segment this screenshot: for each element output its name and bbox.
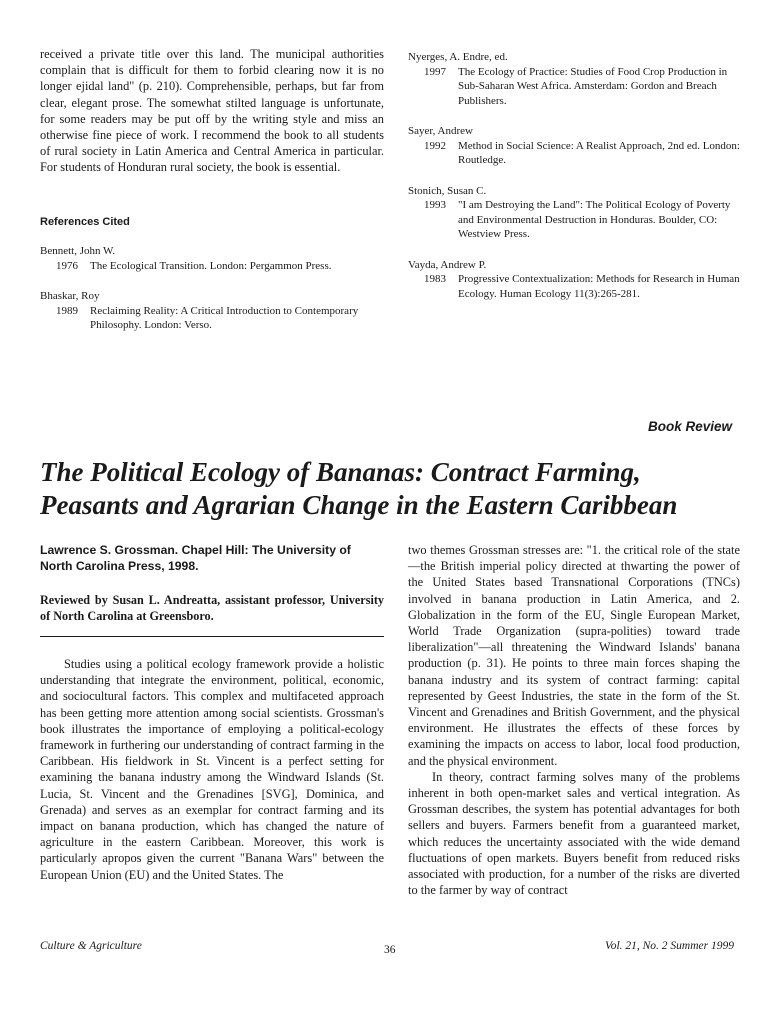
reference-title: The Ecology of Practice: Studies of Food Crop Production in Sub-Saharan West Africa. Amsterdam: Gordon and Breach Publishers. xyxy=(458,65,728,107)
section-label: Book Review xyxy=(647,419,732,434)
reference-author: Sayer, Andrew xyxy=(408,125,473,137)
reference-title: Reclaiming Reality: A Critical Introduction to Contemporary Philosophy. London: Verso. xyxy=(90,304,359,331)
reviewer-credit: Reviewed by Susan L. Andreatta, assistant professor, University of North Carolina at Greensboro. xyxy=(40,593,384,623)
reference-year: 1997 xyxy=(424,65,446,78)
reference-author: Bhaskar, Roy xyxy=(40,290,100,302)
reference-item xyxy=(408,124,740,168)
reference-author: Bennett, John W. xyxy=(40,245,116,257)
paragraph: two themes Grossman stresses are: "1. the critical role of the state—the British imperial policy directed at thwarting the power of the United States based Transnational Corporations (TNCs) involved in banana production in Latin America, and 2. Globalization in the form of the EU, Single European Market, World Trade Organization (supra-polities) toward trade liberalization"—all threatening the Windward Islands' banana production (p. 31). He points to three main forces shaping the banana industry and its system of contract farming: capital represented by Geest Industries, the state in the form of the St. Vincent and Grenadines and British Government, and the physical environment. He illustrates the effects of these forces by examining the impacts on access to labor, local food production, and the physical environment. xyxy=(408,543,740,768)
references-list-right xyxy=(408,50,740,317)
reference-author: Nyerges, A. Endre, ed. xyxy=(408,51,508,63)
reference-author: Vayda, Andrew P. xyxy=(408,258,487,271)
reference-year: 1993 xyxy=(424,199,446,211)
reference-author: Stonich, Susan C. xyxy=(408,184,487,197)
reference-year: 1992 xyxy=(424,139,446,152)
reference-title: The Ecological Transition. London: Pergammon Press. xyxy=(90,259,332,272)
issue-info: Vol. 21, No. 2 Summer 1999 xyxy=(604,940,734,952)
reference-title: Progressive Contextualization: Methods for Research in Human Ecology. Human Ecology 11(3):265-281. xyxy=(458,273,740,300)
review-column-left xyxy=(40,656,384,883)
reference-item xyxy=(408,184,740,242)
paragraph: Studies using a political ecology framework provide a holistic understanding that integrate the environment, political, economic, and sociocultural factors. This complex and multifaceted approach has been getting more attention among social scientists. Grossman's book illustrates the importance of employing a political-ecology framework in furthering our understanding of contract farming in the Caribbean. His fieldwork in St. Vincent is a perfect setting for examining the banana industry among the Windward Islands (St. Lucia, St. Vincent and the Grenadines [SVG], Dominica, and Grenada) and serves as an exemplar for contract farming and its impact on banana production, which has changed the nature of agriculture in the eastern Caribbean. Moreover, this work is particularly apropos given the current "Banana Wars" between the European Union (EU) and the United States. The xyxy=(40,657,384,882)
review-column-right xyxy=(408,542,740,898)
references-list-left xyxy=(40,244,380,349)
reference-title: "I am Destroying the Land": The Political Ecology of Poverty and Environmental Destruction in Honduras. Boulder, CO: Westview Press. xyxy=(458,199,731,240)
references-heading: References Cited xyxy=(40,216,130,228)
paragraph: In theory, contract farming solves many of the problems inherent in both open-market sales and vertical integration. As Grossman describes, the system has potential advantages for both sellers and buyers. Farmers benefit from a guaranteed market, which reduces the uncertainty associated with the wide demand fluctuations of open markets. Buyers benefit from reduced risks associated with production, for a number of the risks are diverted to the farmer by way of contract xyxy=(408,769,740,898)
reference-year: 1989 xyxy=(56,304,78,317)
reference-title: Method in Social Science: A Realist Approach, 2nd ed. London: Routledge. xyxy=(458,139,740,166)
paragraph: received a private title over this land. The municipal authorities complain that is difficult for them to forbid clearing now it is no longer ejidal land" (p. 210). Comprehensible, perhaps, but far from clear, elegant prose. The somewhat stilted language is unfortunate, for some readers may be put off by the writing style and miss an otherwise fine piece of work. I recommend the book to all students of rural society in Latin America and Central America in particular. For students of Honduran rural society, the book is essential. xyxy=(40,47,384,175)
book-citation: Lawrence S. Grossman. Chapel Hill: The University of North Carolina Press, 1998. xyxy=(40,543,351,573)
continued-review-text xyxy=(40,46,384,176)
page-number: 36 xyxy=(384,944,396,956)
reference-item xyxy=(408,50,740,108)
reference-item xyxy=(40,289,380,333)
article-title: The Political Ecology of Bananas: Contract Farming, Peasants and Agrarian Change in the Eastern Caribbean xyxy=(40,457,678,520)
reference-year: 1983 xyxy=(424,273,446,285)
reference-item xyxy=(408,258,740,302)
journal-name: Culture & Agriculture xyxy=(40,940,142,952)
reference-year: 1976 xyxy=(56,259,78,272)
reference-item xyxy=(40,244,380,273)
divider xyxy=(40,636,384,637)
